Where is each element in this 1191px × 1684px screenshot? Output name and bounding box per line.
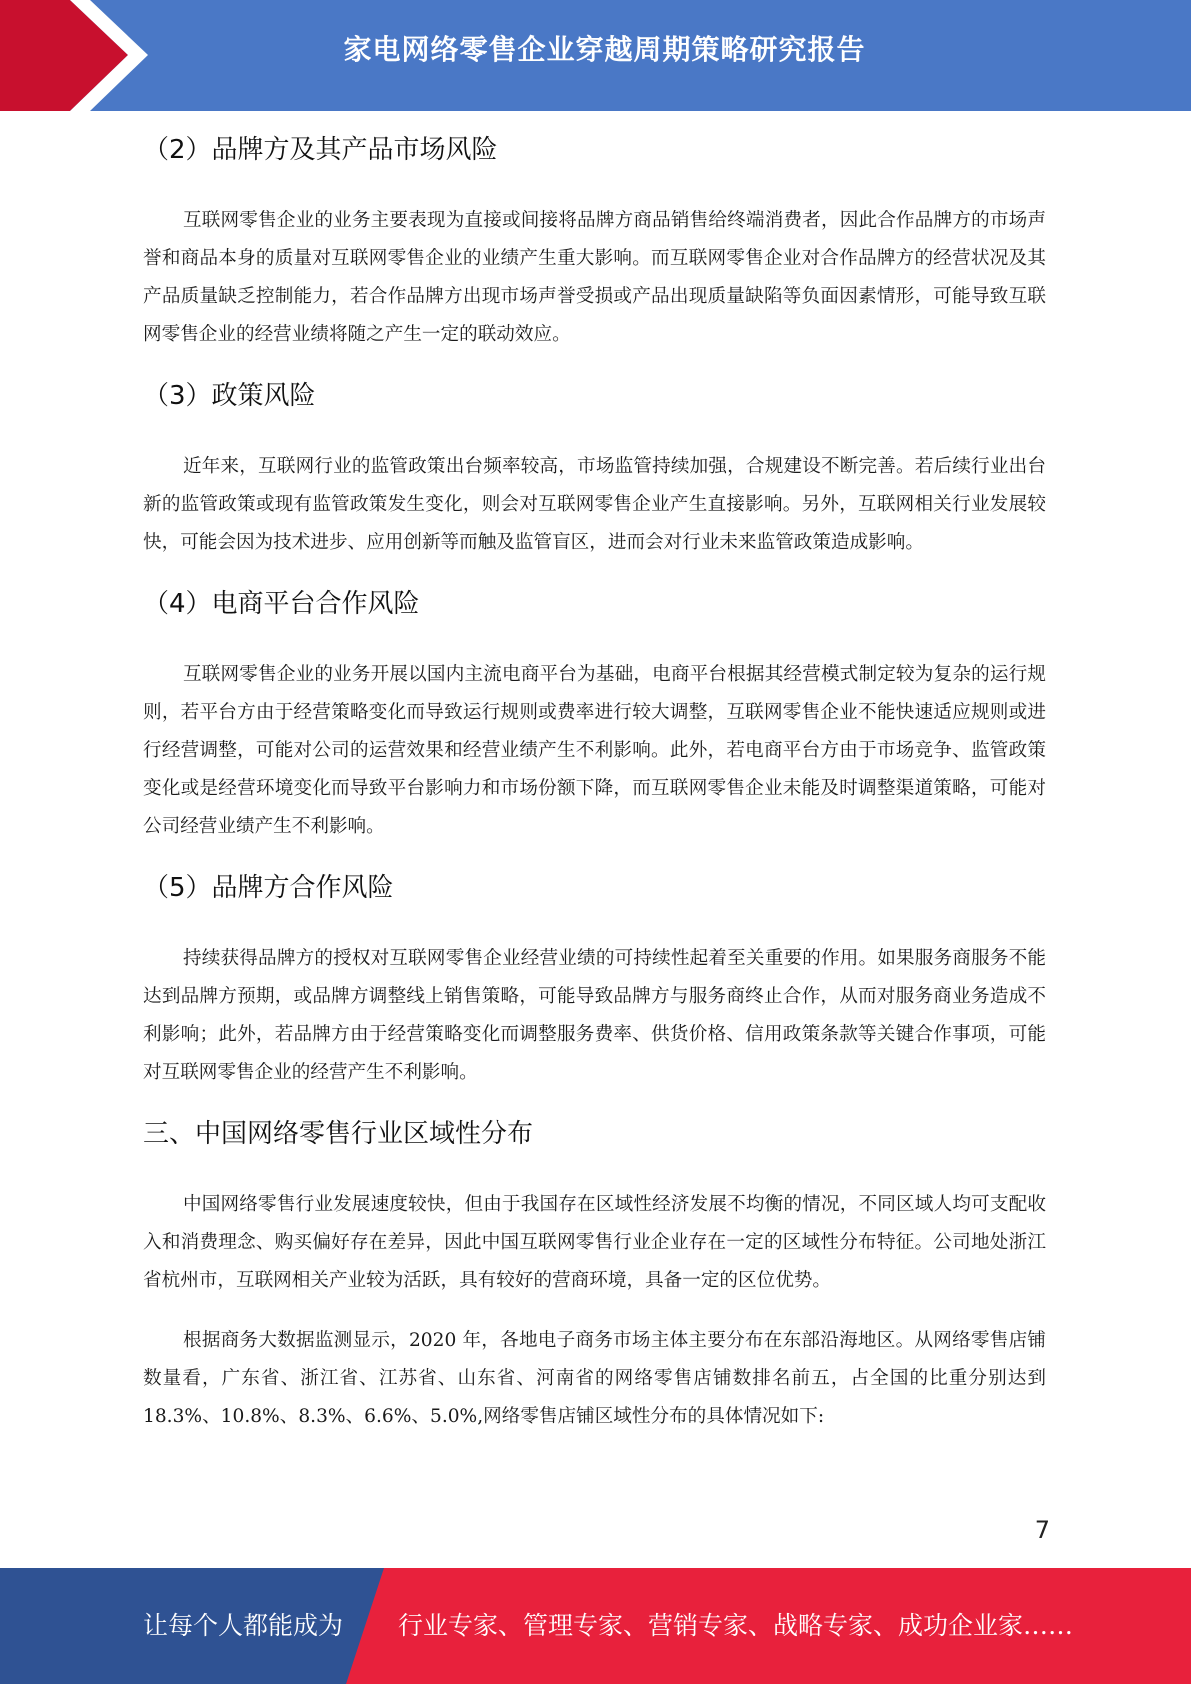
page-footer (0, 1568, 1191, 1684)
footer-slogan-left: 让每个人都能成为 (143, 1611, 344, 1640)
page-number: 7 (1034, 1516, 1050, 1544)
paragraph: 根据商务大数据监测显示，2020 年，各地电子商务市场主体主要分布在东部沿海地区。从网络零售店铺数量看，广东省、浙江省、江苏省、山东省、河南省的网络零售店铺数排名前五，占全国的比重分别达到 18.3%、10.8%、8.3%、6.6%、5.0%,网络零售店铺区域性分布的具体情况如下: (143, 1330, 1046, 1427)
section-heading-policy-risk: （3）政策风险 (143, 381, 316, 411)
page-content (143, 128, 1046, 1436)
report-title: 家电网络零售企业穿越周期策略研究报告 (343, 33, 866, 66)
section-heading-ecommerce-platform-risk: （4）电商平台合作风险 (143, 589, 420, 619)
paragraph: 互联网零售企业的业务主要表现为直接或间接将品牌方商品销售给终端消费者，因此合作品牌方的市场声誉和商品本身的质量对互联网零售企业的业绩产生重大影响。而互联网零售企业对合作品牌方的经营状况及其产品质量缺乏控制能力，若合作品牌方出现市场声誉受损或产品出现质量缺陷等负面因素情形，可能导致互联网零售企业的经营业绩将随之产生一定的联动效应。 (143, 210, 1046, 345)
section-heading-brand-risk: （2）品牌方及其产品市场风险 (143, 135, 498, 165)
paragraph: 持续获得品牌方的授权对互联网零售企业经营业绩的可持续性起着至关重要的作用。如果服务商服务不能达到品牌方预期，或品牌方调整线上销售策略，可能导致品牌方与服务商终止合作，从而对服务商业务造成不利影响；此外，若品牌方由于经营策略变化而调整服务费率、供货价格、信用政策条款等关键合作事项，可能对互联网零售企业的经营产生不利影响。 (143, 948, 1046, 1083)
page-header (0, 0, 1191, 111)
paragraph: 近年来，互联网行业的监管政策出台频率较高，市场监管持续加强，合规建设不断完善。若后续行业出台新的监管政策或现有监管政策发生变化，则会对互联网零售企业产生直接影响。另外，互联网相关行业发展较快，可能会因为技术进步、应用创新等而触及监管盲区，进而会对行业未来监管政策造成影响。 (143, 456, 1046, 553)
paragraph: 互联网零售企业的业务开展以国内主流电商平台为基础，电商平台根据其经营模式制定较为复杂的运行规则，若平台方由于经营策略变化而导致运行规则或费率进行较大调整，互联网零售企业不能快速适应规则或进行经营调整，可能对公司的运营效果和经营业绩产生不利影响。此外，若电商平台方由于市场竞争、监管政策变化或是经营环境变化而导致平台影响力和市场份额下降，而互联网零售企业未能及时调整渠道策略，可能对公司经营业绩产生不利影响。 (143, 664, 1046, 837)
paragraph: 中国网络零售行业发展速度较快，但由于我国存在区域性经济发展不均衡的情况，不同区域人均可支配收入和消费理念、购买偏好存在差异，因此中国互联网零售行业企业存在一定的区域性分布特征。公司地处浙江省杭州市，互联网相关产业较为活跃，具有较好的营商环境，具备一定的区位优势。 (143, 1194, 1046, 1291)
footer-slogan-right: 行业专家、管理专家、营销专家、战略专家、成功企业家…… (398, 1611, 1074, 1640)
section-heading-regional-distribution: 三、中国网络零售行业区域性分布 (143, 1119, 534, 1149)
section-heading-brand-cooperation-risk: （5）品牌方合作风险 (143, 873, 394, 903)
